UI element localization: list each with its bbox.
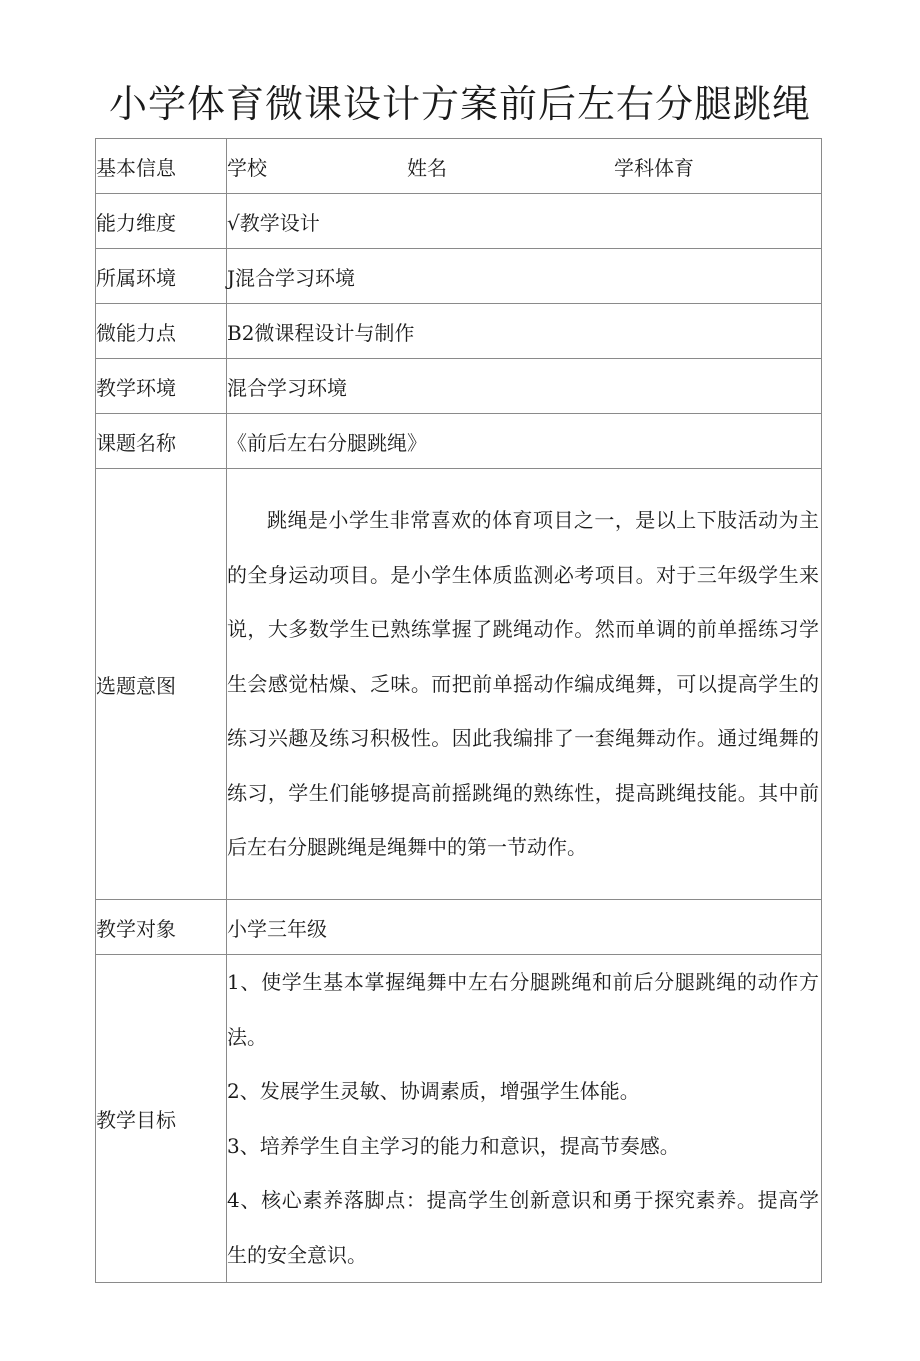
goals-cell bbox=[227, 955, 822, 1283]
row-label-micro-skill: 微能力点 bbox=[96, 304, 227, 359]
table-row bbox=[96, 414, 822, 469]
subject-label: 学科体育 bbox=[614, 155, 694, 180]
ability-value: √教学设计 bbox=[227, 194, 822, 249]
row-label-topic: 课题名称 bbox=[96, 414, 227, 469]
row-label-teaching-env: 教学环境 bbox=[96, 359, 227, 414]
name-label: 姓名 bbox=[407, 155, 447, 180]
table-row bbox=[96, 359, 822, 414]
micro-skill-value: B2微课程设计与制作 bbox=[227, 304, 822, 359]
intent-cell bbox=[227, 469, 822, 900]
goal-item: 1、使学生基本掌握绳舞中左右分腿跳绳和前后分腿跳绳的动作方法。 bbox=[227, 970, 819, 1049]
goal-item: 2、发展学生灵敏、协调素质，增强学生体能。 bbox=[227, 1079, 640, 1103]
row-label-ability: 能力维度 bbox=[96, 194, 227, 249]
row-label-audience: 教学对象 bbox=[96, 900, 227, 955]
intent-paragraph: 跳绳是小学生非常喜欢的体育项目之一，是以上下肢活动为主的全身运动项目。是小学生体质监测必考项目。对于三年级学生来说，大多数学生已熟练掌握了跳绳动作。然而单调的前单摇练习学生会感觉枯燥、乏味。而把前单摇动作编成绳舞，可以提高学生的练习兴趣及练习积极性。因此我编排了一套绳舞动作。通过绳舞的练习，学生们能够提高前摇跳绳的熟练性，提高跳绳技能。其中前后左右分腿跳绳是绳舞中的第一节动作。 bbox=[227, 508, 819, 860]
goal-item: 4、核心素养落脚点：提高学生创新意识和勇于探究素养。提高学生的安全意识。 bbox=[227, 1188, 819, 1267]
goal-item: 3、培养学生自主学习的能力和意识，提高节奏感。 bbox=[227, 1133, 680, 1158]
school-label: 学校 bbox=[227, 155, 267, 180]
environment-category-value: J混合学习环境 bbox=[227, 249, 822, 304]
audience-value: 小学三年级 bbox=[227, 900, 822, 955]
table-row bbox=[96, 304, 822, 359]
row-label-intent: 选题意图 bbox=[96, 469, 227, 900]
table-row bbox=[96, 139, 822, 194]
topic-value: 《前后左右分腿跳绳》 bbox=[227, 414, 822, 469]
table-row bbox=[96, 194, 822, 249]
table-row bbox=[96, 955, 822, 1283]
document-title: 小学体育微课设计方案前后左右分腿跳绳 bbox=[108, 82, 811, 126]
table-row bbox=[96, 249, 822, 304]
teaching-env-value: 混合学习环境 bbox=[227, 359, 822, 414]
row-label-environment-category: 所属环境 bbox=[96, 249, 227, 304]
row-label-basic-info: 基本信息 bbox=[96, 139, 227, 194]
table-row bbox=[96, 469, 822, 900]
lesson-plan-table bbox=[95, 138, 822, 1283]
table-row bbox=[96, 900, 822, 955]
basic-info-cell bbox=[227, 139, 822, 194]
row-label-goals: 教学目标 bbox=[96, 955, 227, 1283]
